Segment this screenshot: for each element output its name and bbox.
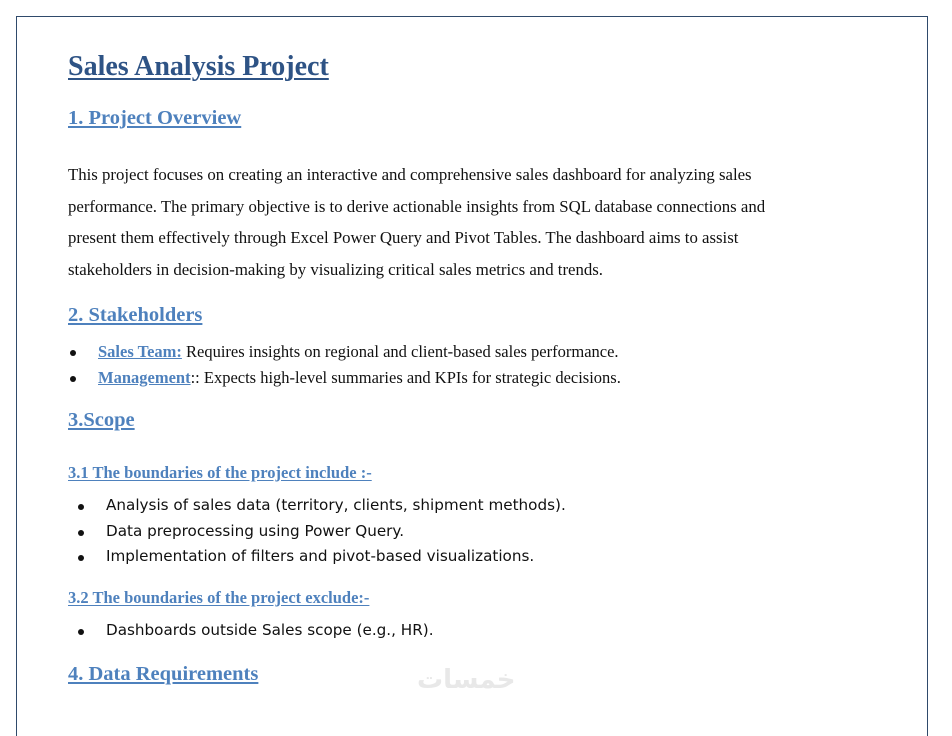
document-page bbox=[16, 16, 928, 736]
section-heading-stakeholders: 2. Stakeholders bbox=[68, 304, 203, 326]
bullet-icon bbox=[78, 555, 84, 561]
section-heading-data-requirements: 4. Data Requirements bbox=[68, 663, 259, 685]
bullet-icon bbox=[78, 530, 84, 536]
overview-line: present them effectively through Excel Power Query and Pivot Tables. The dashboard aims to assist bbox=[68, 228, 739, 247]
stakeholder-description: Requires insights on regional and client-based sales performance. bbox=[181, 342, 619, 361]
list-item-sales-team bbox=[98, 342, 619, 362]
list-item: Data preprocessing using Power Query. bbox=[106, 522, 405, 540]
stakeholder-name: Management bbox=[98, 368, 191, 387]
section-heading-scope: 3.Scope bbox=[68, 409, 135, 431]
document-title: Sales Analysis Project bbox=[68, 51, 329, 82]
stakeholder-description: :: Expects high-level summaries and KPIs for strategic decisions. bbox=[190, 368, 621, 387]
list-item-management bbox=[98, 368, 621, 388]
bullet-icon bbox=[78, 504, 84, 510]
overview-line: stakeholders in decision-making by visualizing critical sales metrics and trends. bbox=[68, 259, 603, 279]
overview-paragraph bbox=[68, 159, 868, 285]
list-item: Implementation of filters and pivot-based visualizations. bbox=[106, 547, 535, 565]
overview-line: performance. The primary objective is to derive actionable insights from SQL database connections and bbox=[68, 196, 766, 216]
list-item: Analysis of sales data (territory, clients, shipment methods). bbox=[106, 496, 566, 514]
bullet-icon bbox=[78, 629, 84, 635]
overview-line: This project focuses on creating an interactive and comprehensive sales dashboard for analyzing sales bbox=[68, 165, 752, 184]
list-item: Dashboards outside Sales scope (e.g., HR). bbox=[106, 621, 434, 639]
watermark-logo: خمسات bbox=[417, 665, 516, 695]
subsection-heading-include: 3.1 The boundaries of the project include :- bbox=[68, 463, 372, 482]
bullet-icon bbox=[70, 350, 76, 356]
subsection-heading-exclude: 3.2 The boundaries of the project exclude:- bbox=[68, 588, 370, 607]
bullet-icon bbox=[70, 376, 76, 382]
stakeholder-name: Sales Team: bbox=[98, 342, 182, 361]
section-heading-overview: 1. Project Overview bbox=[68, 107, 242, 129]
